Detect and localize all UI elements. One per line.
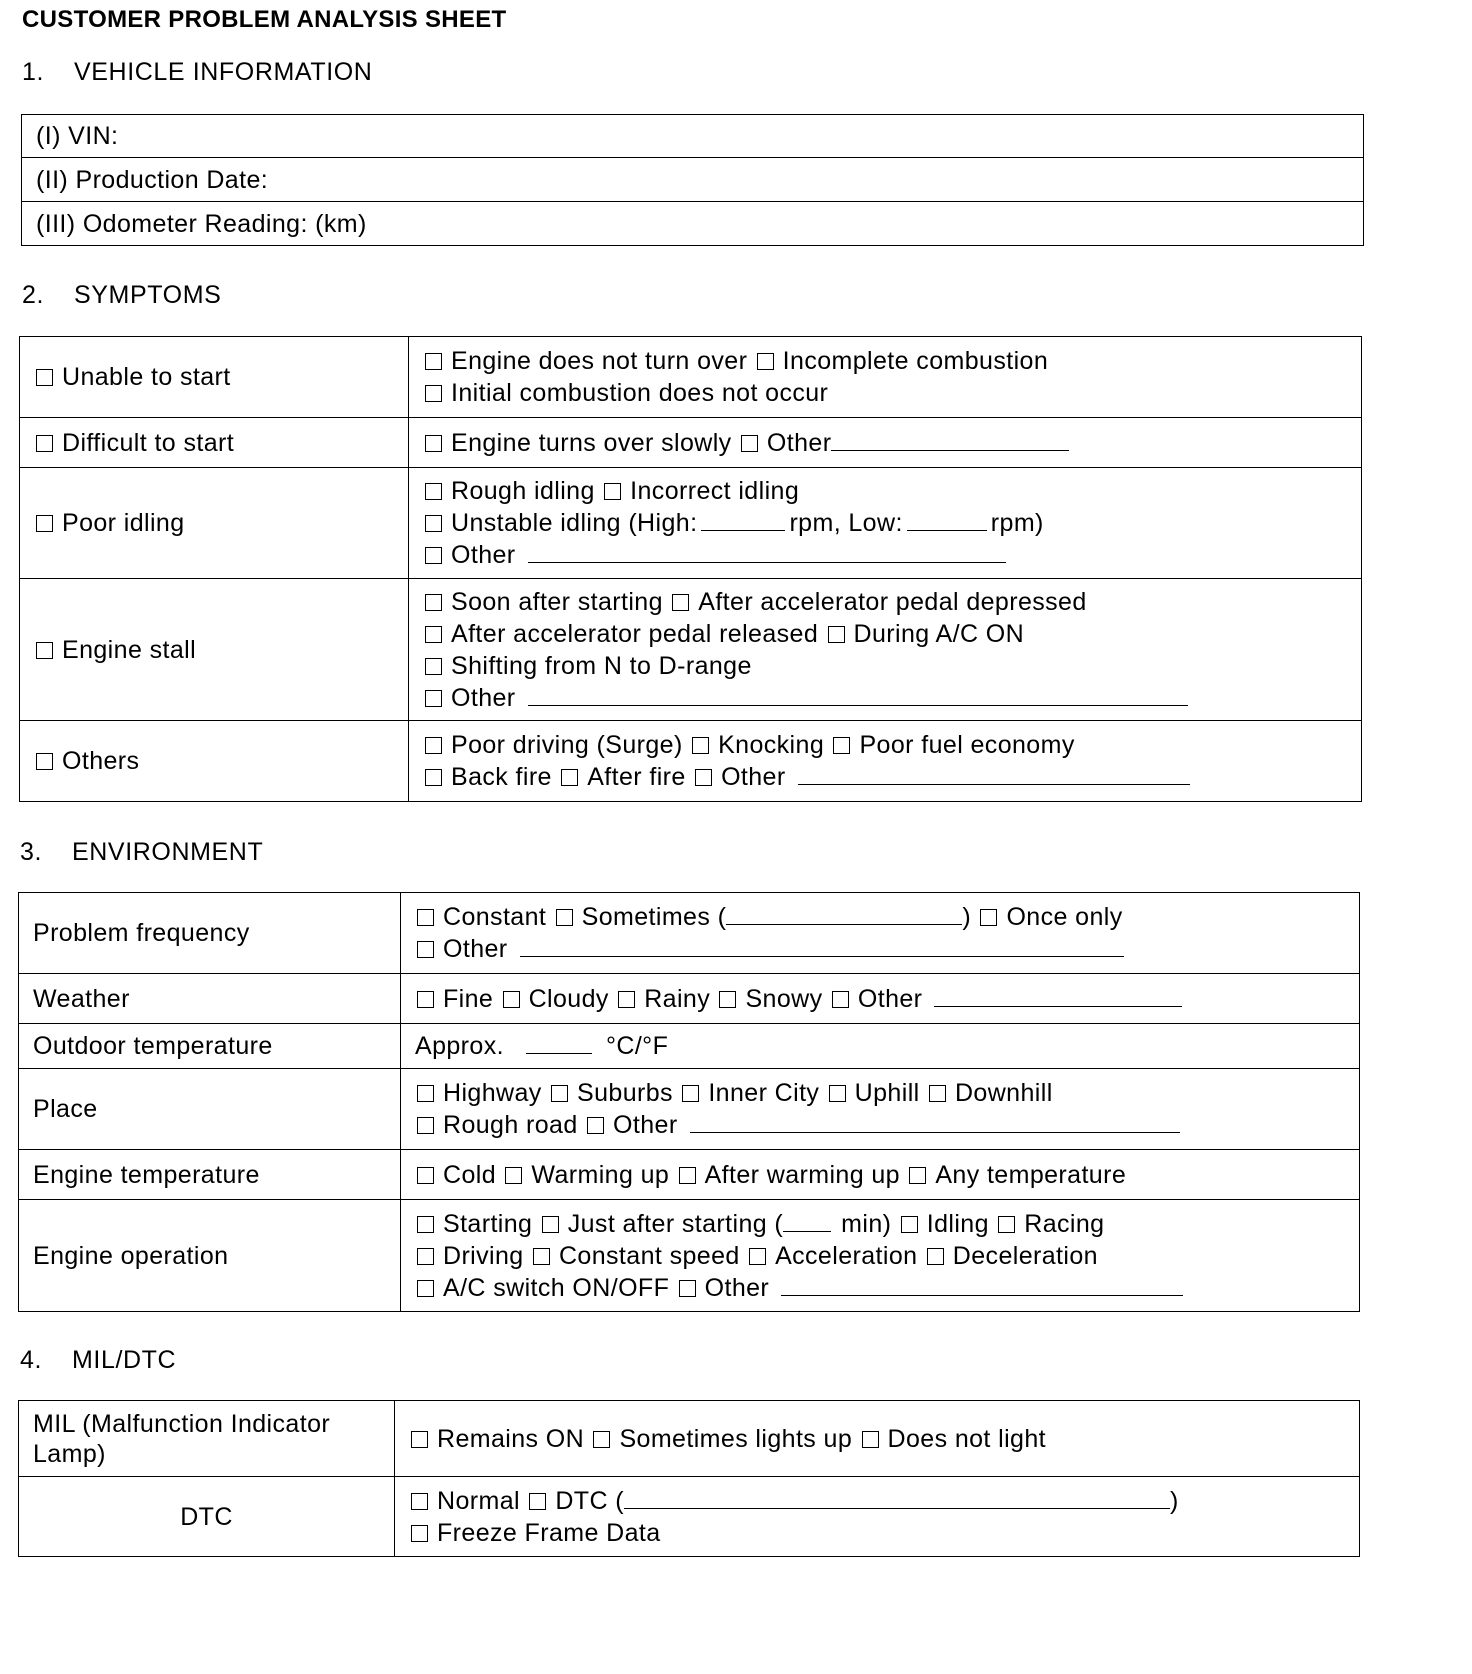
other-blank[interactable] <box>520 934 1124 957</box>
checkbox[interactable] <box>757 353 774 370</box>
environment-row <box>19 1024 1360 1069</box>
checkbox[interactable] <box>36 642 53 659</box>
option-label: Normal <box>437 1486 520 1515</box>
option-label: Initial combustion does not occur <box>451 379 829 407</box>
environment-row <box>19 1069 1360 1150</box>
option-label: ) <box>1169 1486 1179 1515</box>
symptom-row <box>20 418 1362 468</box>
checkbox[interactable] <box>561 769 578 786</box>
checkbox[interactable] <box>533 1248 550 1265</box>
other-blank[interactable] <box>528 540 1006 563</box>
option-label: Sometimes lights up <box>619 1424 853 1453</box>
option-label: Suburbs <box>577 1079 673 1107</box>
poor-idling-option[interactable] <box>20 468 409 579</box>
option-label: rpm) <box>990 509 1044 537</box>
option-label: Any temperature <box>935 1160 1127 1189</box>
approx-label: Approx. <box>415 1032 504 1060</box>
vin-label: (I) VIN: <box>36 122 119 150</box>
engine-temperature-label: Engine temperature <box>19 1150 401 1200</box>
checkbox[interactable] <box>425 626 442 643</box>
symptom-row <box>20 579 1362 721</box>
checkbox[interactable] <box>998 1216 1015 1233</box>
engine-temperature-details <box>401 1150 1360 1200</box>
section-title: SYMPTOMS <box>74 281 222 309</box>
checkbox[interactable] <box>587 1117 604 1134</box>
option-label: Unable to start <box>62 363 231 391</box>
checkbox[interactable] <box>862 1431 879 1448</box>
option-label: Unstable idling (High: <box>451 509 698 537</box>
symptom-details <box>409 579 1362 721</box>
option-label: Freeze Frame Data <box>437 1518 661 1547</box>
checkbox[interactable] <box>417 1117 434 1134</box>
option-label: min) <box>841 1209 892 1238</box>
option-label: Constant <box>443 903 547 931</box>
option-label: Rough road <box>443 1111 578 1139</box>
section-number: 2. <box>22 281 45 309</box>
production-date-label: (II) Production Date: <box>36 165 269 194</box>
checkbox[interactable] <box>411 1525 428 1542</box>
mil-row <box>19 1401 1360 1477</box>
checkbox[interactable] <box>425 658 442 675</box>
option-label: Cold <box>443 1160 497 1189</box>
option-label: Poor fuel economy <box>859 731 1075 759</box>
checkbox[interactable] <box>417 1248 434 1265</box>
checkbox[interactable] <box>529 1493 546 1510</box>
option-label: Driving <box>443 1241 524 1270</box>
problem-frequency-label: Problem frequency <box>19 893 401 974</box>
option-label: A/C switch ON/OFF <box>443 1273 670 1302</box>
checkbox[interactable] <box>36 515 53 532</box>
option-label: Fine <box>443 984 494 1013</box>
checkbox[interactable] <box>618 991 635 1008</box>
checkbox[interactable] <box>36 369 53 386</box>
checkbox[interactable] <box>425 515 442 532</box>
engine-operation-label: Engine operation <box>19 1200 401 1312</box>
odometer-field[interactable] <box>22 202 1364 246</box>
option-label: Incomplete combustion <box>782 347 1049 375</box>
checkbox[interactable] <box>425 353 442 370</box>
checkbox[interactable] <box>679 1280 696 1297</box>
dtc-blank[interactable] <box>624 1486 1170 1509</box>
option-label: Downhill <box>954 1079 1053 1107</box>
sheet-title: CUSTOMER PROBLEM ANALYSIS SHEET <box>22 6 507 33</box>
symptom-row <box>20 337 1362 418</box>
environment-table <box>18 892 1360 1312</box>
section-title: ENVIRONMENT <box>72 838 264 866</box>
option-label: Racing <box>1024 1209 1105 1238</box>
option-label: Difficult to start <box>62 428 235 457</box>
section-title: MIL/DTC <box>72 1346 177 1374</box>
section-number: 4. <box>20 1346 43 1374</box>
engine-stall-option[interactable] <box>20 579 409 721</box>
checkbox[interactable] <box>425 435 442 452</box>
checkbox[interactable] <box>417 1216 434 1233</box>
checkbox[interactable] <box>411 1431 428 1448</box>
engine-operation-details <box>401 1200 1360 1312</box>
option-label: Does not light <box>887 1424 1046 1453</box>
place-details <box>401 1069 1360 1150</box>
option-label: Sometimes ( <box>581 903 727 931</box>
checkbox[interactable] <box>556 909 573 926</box>
symptoms-table <box>19 336 1362 802</box>
unit-label: °C/°F <box>605 1032 669 1060</box>
option-label: Engine stall <box>62 635 197 664</box>
checkbox[interactable] <box>503 991 520 1008</box>
checkbox[interactable] <box>417 941 434 958</box>
option-label: Other <box>721 763 786 791</box>
option-label: Constant speed <box>558 1241 740 1270</box>
option-label: Just after starting ( <box>567 1209 784 1238</box>
symptom-details <box>409 721 1362 802</box>
other-blank[interactable] <box>528 683 1188 706</box>
option-label: Incorrect idling <box>630 477 800 505</box>
checkbox[interactable] <box>417 909 434 926</box>
option-label: Others <box>62 747 140 775</box>
option-label: Cloudy <box>528 984 609 1013</box>
option-label: rpm, Low: <box>789 509 903 537</box>
option-label: Rainy <box>644 984 711 1013</box>
checkbox[interactable] <box>551 1085 568 1102</box>
checkbox[interactable] <box>425 594 442 611</box>
checkbox[interactable] <box>832 991 849 1008</box>
section-heading-symptoms <box>22 281 221 310</box>
low-rpm-blank[interactable] <box>907 508 987 531</box>
others-option[interactable] <box>20 721 409 802</box>
section-number: 1. <box>22 58 45 86</box>
option-label: Other <box>443 935 508 963</box>
other-blank[interactable] <box>798 762 1190 785</box>
difficult-to-start-option[interactable] <box>20 418 409 468</box>
section-heading-mil-dtc <box>20 1346 176 1375</box>
option-label: During A/C ON <box>853 619 1025 648</box>
checkbox[interactable] <box>741 435 758 452</box>
vehicle-info-table <box>21 114 1364 246</box>
checkbox[interactable] <box>929 1085 946 1102</box>
checkbox[interactable] <box>833 737 850 754</box>
environment-row <box>19 974 1360 1024</box>
option-label: Poor idling <box>62 509 185 537</box>
mil-label: MIL (Malfunction Indicator Lamp) <box>19 1401 395 1477</box>
option-label: ) <box>962 903 972 931</box>
symptom-details <box>409 337 1362 418</box>
symptom-row <box>20 468 1362 579</box>
production-date-field[interactable] <box>22 158 1364 202</box>
option-label: Warming up <box>531 1160 670 1189</box>
option-label: After accelerator pedal released <box>451 619 819 648</box>
other-blank[interactable] <box>934 984 1182 1007</box>
checkbox[interactable] <box>679 1167 696 1184</box>
high-rpm-blank[interactable] <box>701 508 785 531</box>
checkbox[interactable] <box>695 769 712 786</box>
checkbox[interactable] <box>672 594 689 611</box>
mil-details <box>395 1401 1360 1477</box>
section-number: 3. <box>20 838 43 866</box>
checkbox[interactable] <box>542 1216 559 1233</box>
dtc-details <box>395 1477 1360 1557</box>
option-label: Once only <box>1006 903 1123 931</box>
checkbox[interactable] <box>980 909 997 926</box>
checkbox[interactable] <box>425 385 442 402</box>
checkbox[interactable] <box>417 1280 434 1297</box>
dtc-label: DTC <box>19 1477 395 1557</box>
option-label: Remains ON <box>437 1424 585 1453</box>
option-label: Snowy <box>745 984 823 1013</box>
outdoor-temperature-label: Outdoor temperature <box>19 1024 401 1069</box>
checkbox[interactable] <box>901 1216 918 1233</box>
option-label: Knocking <box>718 731 825 759</box>
checkbox[interactable] <box>829 1085 846 1102</box>
other-blank[interactable] <box>781 1273 1183 1296</box>
option-label: Other <box>451 541 516 569</box>
symptom-details <box>409 418 1362 468</box>
option-label: Other <box>704 1273 770 1302</box>
option-label: Other <box>857 984 923 1013</box>
option-label: Soon after starting <box>451 587 663 616</box>
option-label: Engine turns over slowly <box>451 428 732 457</box>
checkbox[interactable] <box>604 483 621 500</box>
option-label: Other <box>766 428 832 457</box>
frequency-details <box>401 893 1360 974</box>
checkbox[interactable] <box>425 737 442 754</box>
option-label: After warming up <box>704 1160 900 1189</box>
checkbox[interactable] <box>749 1248 766 1265</box>
option-label: Engine does not turn over <box>451 347 748 375</box>
outdoor-temperature-details <box>401 1024 1360 1069</box>
option-label: Inner City <box>708 1079 820 1107</box>
option-label: Uphill <box>854 1079 920 1107</box>
option-label: After accelerator pedal depressed <box>698 587 1087 616</box>
sometimes-blank[interactable] <box>726 902 962 925</box>
dtc-row <box>19 1477 1360 1557</box>
checkbox[interactable] <box>682 1085 699 1102</box>
weather-details <box>401 974 1360 1024</box>
checkbox[interactable] <box>417 1085 434 1102</box>
environment-row <box>19 1200 1360 1312</box>
section-title: VEHICLE INFORMATION <box>74 58 373 86</box>
symptom-row <box>20 721 1362 802</box>
checkbox[interactable] <box>425 547 442 564</box>
section-heading-vehicle <box>22 58 372 87</box>
other-blank[interactable] <box>831 428 1069 451</box>
vin-field[interactable] <box>22 115 1364 158</box>
option-label: Deceleration <box>952 1241 1098 1270</box>
checkbox[interactable] <box>828 626 845 643</box>
option-label: DTC ( <box>555 1486 624 1515</box>
weather-label: Weather <box>19 974 401 1024</box>
checkbox[interactable] <box>36 753 53 770</box>
checkbox[interactable] <box>425 769 442 786</box>
checkbox[interactable] <box>425 690 442 707</box>
unable-to-start-option[interactable] <box>20 337 409 418</box>
minutes-blank[interactable] <box>783 1209 831 1232</box>
mil-dtc-table <box>18 1400 1360 1557</box>
checkbox[interactable] <box>36 435 53 452</box>
environment-row <box>19 1150 1360 1200</box>
environment-row <box>19 893 1360 974</box>
checkbox[interactable] <box>909 1167 926 1184</box>
checkbox[interactable] <box>719 991 736 1008</box>
option-label: Highway <box>443 1079 542 1107</box>
section-heading-environment <box>20 838 263 867</box>
checkbox[interactable] <box>505 1167 522 1184</box>
option-label: Acceleration <box>775 1241 918 1270</box>
checkbox[interactable] <box>593 1431 610 1448</box>
symptom-details <box>409 468 1362 579</box>
odometer-label: (III) Odometer Reading: (km) <box>36 209 367 238</box>
checkbox[interactable] <box>692 737 709 754</box>
checkbox[interactable] <box>425 483 442 500</box>
checkbox[interactable] <box>417 991 434 1008</box>
option-label: Starting <box>443 1209 533 1238</box>
option-label: After fire <box>587 763 686 791</box>
temperature-blank[interactable] <box>526 1031 592 1054</box>
option-label: Other <box>613 1111 678 1139</box>
option-label: Back fire <box>451 763 552 791</box>
option-label: Other <box>451 683 516 712</box>
option-label: Idling <box>926 1209 989 1238</box>
checkbox[interactable] <box>411 1493 428 1510</box>
other-blank[interactable] <box>690 1110 1180 1133</box>
option-label: Rough idling <box>451 477 595 505</box>
option-label: Poor driving (Surge) <box>451 731 683 759</box>
checkbox[interactable] <box>417 1167 434 1184</box>
checkbox[interactable] <box>927 1248 944 1265</box>
place-label: Place <box>19 1069 401 1150</box>
option-label: Shifting from N to D-range <box>451 651 752 680</box>
